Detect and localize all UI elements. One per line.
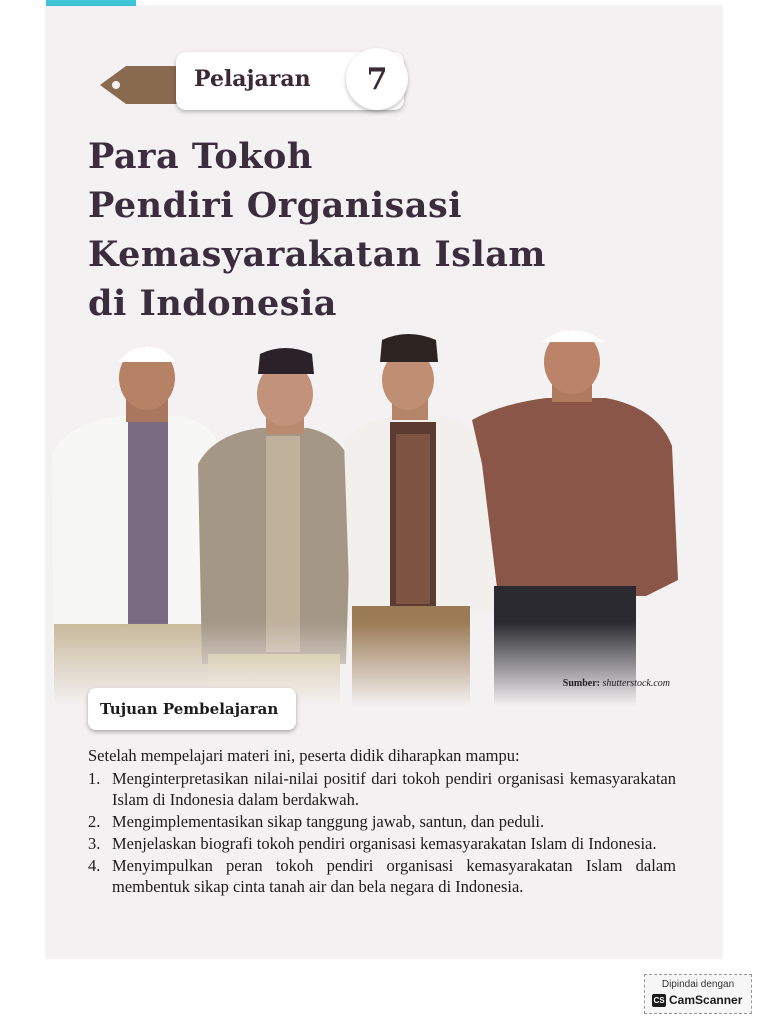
item-text: Menjelaskan biografi tokoh pendiri organisasi kemasyarakatan Islam di Indonesia. xyxy=(112,834,657,853)
title-line-2: Pendiri Organisasi xyxy=(88,185,462,226)
lesson-tag-icon xyxy=(90,62,186,108)
chapter-title xyxy=(88,132,648,328)
item-text: Mengimplementasikan sikap tanggung jawab, santun, dan peduli. xyxy=(112,812,545,831)
item-text: Menginterpretasikan nilai-nilai positif dari tokoh pendiri organisasi kemasyarakatan Islam di Indonesia dalam berdakwah. xyxy=(112,769,676,809)
list-item xyxy=(88,833,676,854)
lesson-number: 7 xyxy=(346,48,408,110)
source-value: shutterstock.com xyxy=(602,678,670,689)
camscanner-logo-icon: CS xyxy=(653,996,665,1005)
source-label: Sumber: xyxy=(562,678,600,689)
item-number: 4. xyxy=(88,856,101,875)
photo-source xyxy=(563,678,670,689)
item-number: 1. xyxy=(88,769,101,788)
watermark-caption: Dipindai dengan xyxy=(661,979,735,990)
book-page xyxy=(46,6,722,958)
list-item xyxy=(88,768,676,810)
lesson-label: Pelajaran xyxy=(194,66,311,92)
item-number: 3. xyxy=(88,834,101,853)
title-line-3: Kemasyarakatan Islam xyxy=(88,234,546,275)
four-men-photo xyxy=(46,324,722,706)
item-number: 2. xyxy=(88,812,101,831)
list-item xyxy=(88,811,676,832)
item-text: Menyimpulkan peran tokoh pendiri organisasi kemasyarakatan Islam dalam membentuk sikap cinta tanah air dan bela negara di Indonesia. xyxy=(112,856,676,896)
title-line-1: Para Tokoh xyxy=(88,136,313,177)
camscanner-watermark xyxy=(644,974,752,1014)
title-line-4: di Indonesia xyxy=(88,283,337,324)
watermark-brand: CamScanner xyxy=(669,993,743,1007)
objectives-heading: Tujuan Pembelajaran xyxy=(100,700,279,718)
list-item xyxy=(88,855,676,897)
objectives-list xyxy=(88,768,676,898)
objectives-intro: Setelah mempelajari materi ini, peserta didik diharapkan mampu: xyxy=(88,746,520,765)
